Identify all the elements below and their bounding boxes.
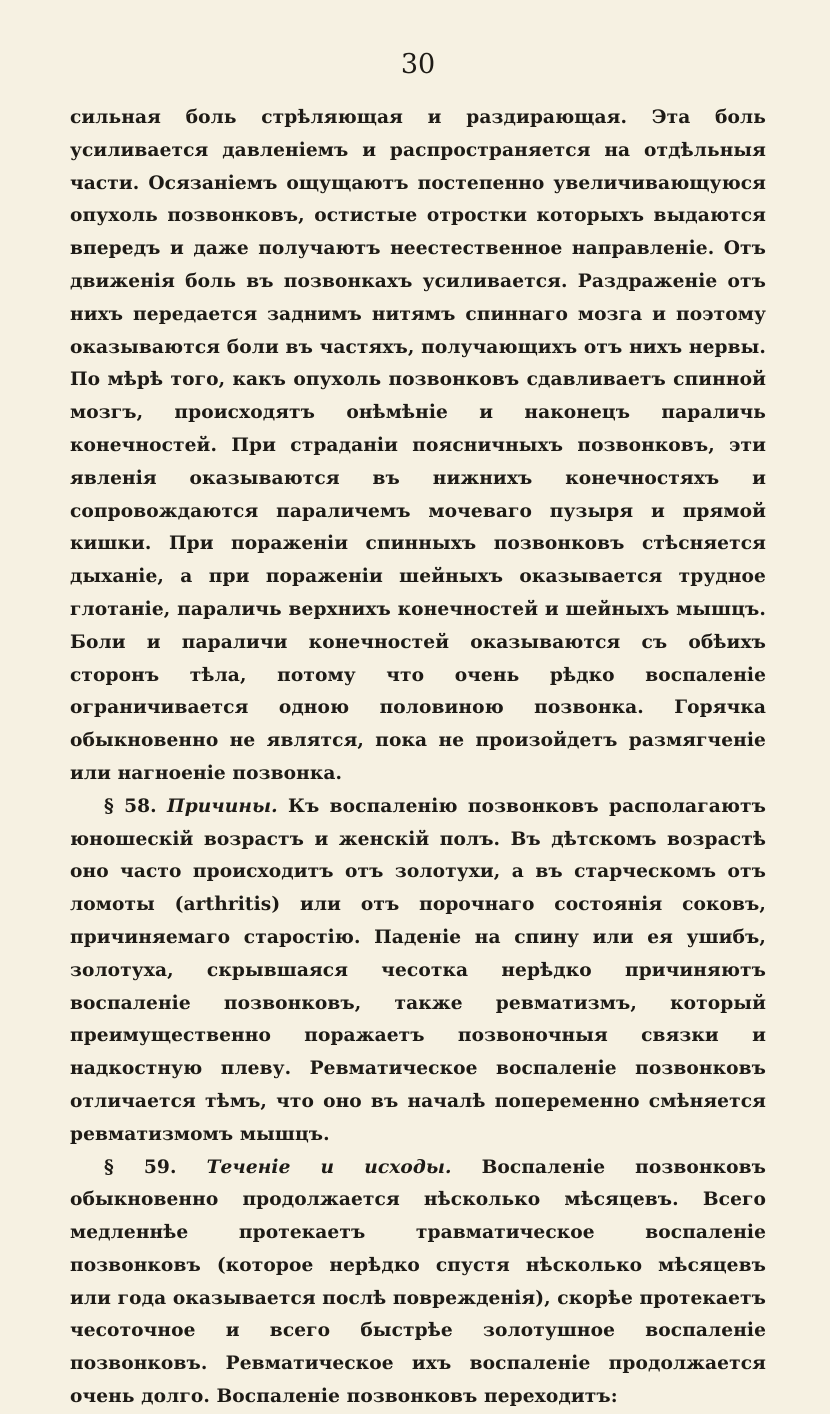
- section-heading: Теченіе и исходы.: [206, 1156, 452, 1178]
- body-text: [70, 102, 766, 1414]
- section-heading: Причины.: [167, 795, 278, 817]
- page-number: 30: [400, 49, 436, 80]
- paragraph-continuation: [70, 102, 766, 791]
- section-number: § 58.: [104, 795, 157, 817]
- paragraph-text: Къ воспаленію позвонковъ располагаютъ юношескій возрастъ и женскій полъ. Въ дѣтскомъ возрастѣ оно часто происходитъ отъ золотухи, а въ старческомъ отъ ломоты (arthritis) или отъ порочнаго состоянія соковъ, причиняемаго старостію. Паденіе на спину или ея ушибъ, золотуха, скрывшаяся чесотка нерѣдко причиняютъ воспаленіе позвонковъ, также ревматизмъ, который преимущественно поражаетъ позвоночныя связки и надкостную плеву. Ревматическое воспаленіе позвонковъ отличается тѣмъ, что оно въ началѣ попеременно смѣняется ревматизмомъ мышцъ.: [70, 795, 766, 1145]
- paragraph-section-59: [70, 1152, 766, 1414]
- section-number: § 59.: [104, 1156, 177, 1178]
- paragraph-text: сильная боль стрѣляющая и раздирающая. Эта боль усиливается давленіемъ и распространяется на отдѣльныя части. Осязаніемъ ощущаютъ постепенно увеличивающуюся опухоль позвонковъ, остистые отростки которыхъ выдаются впередъ и даже получаютъ неестественное направленіе. Отъ движенія боль въ позвонкахъ усиливается. Раздраженіе отъ нихъ передается заднимъ нитямъ спиннаго мозга и поэтому оказываются боли въ частяхъ, получающихъ отъ нихъ нервы. По мѣрѣ того, какъ опухоль позвонковъ сдавливаетъ спинной мозгъ, происходятъ онѣмѣніе и наконецъ параличь конечностей. При страданіи поясничныхъ позвонковъ, эти явленія оказываются въ нижнихъ конечностяхъ и сопровождаются параличемъ мочеваго пузыря и прямой кишки. При пораженіи спинныхъ позвонковъ стѣсняется дыханіе, а при пораженіи шейныхъ оказывается трудное глотаніе, параличь верхнихъ конечностей и шейныхъ мышцъ. Боли и параличи конечностей оказываются съ обѣихъ сторонъ тѣла, потому что очень рѣдко воспаленіе ограничивается одною половиною позвонка. Горячка обыкновенно не являтся, пока не произойдетъ размягченіе или нагноеніе позвонка.: [70, 107, 766, 784]
- paragraph-text: Воспаленіе позвонковъ обыкновенно продолжается нѣсколько мѣсяцевъ. Всего медленнѣе протекаетъ травматическое воспаленіе позвонковъ (которое нерѣдко спустя нѣсколько мѣсяцевъ или года оказывается послѣ поврежденія), скорѣе протекаетъ чесоточное и всего быстрѣе золотушное воспаленіе позвонковъ. Ревматическое ихъ воспаленіе продолжается очень долго. Воспаленіе позвонковъ переходитъ:: [70, 1156, 766, 1408]
- paragraph-section-58: [70, 791, 766, 1152]
